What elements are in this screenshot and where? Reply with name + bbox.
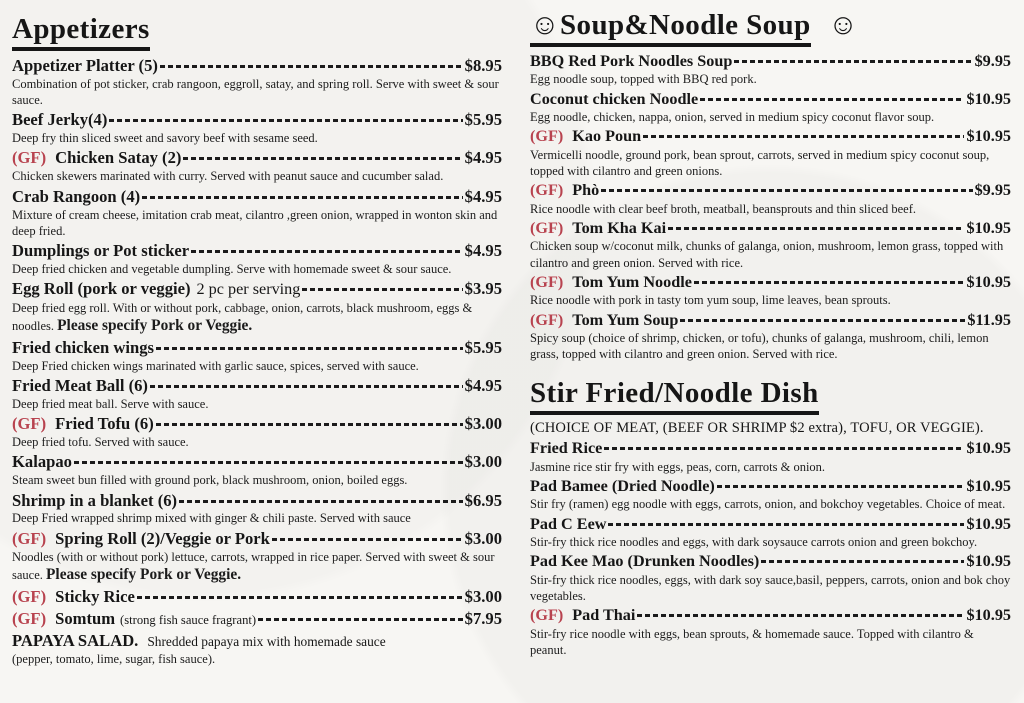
menu-item (12, 631, 502, 667)
item-name: Shrimp in a blanket (6) (12, 490, 178, 510)
menu-item (12, 414, 502, 450)
item-description: Rice noodle with clear beef broth, meatball, beansprouts and thin sliced beef. (530, 201, 916, 216)
dotted-leader (604, 447, 964, 450)
smiley-icon: ☺ (828, 9, 859, 41)
item-price: $10.95 (966, 552, 1011, 571)
menu-item-line (530, 219, 1011, 238)
menu-item-line (530, 606, 1011, 625)
gf-badge: (GF) (530, 218, 564, 237)
item-price: $4.95 (464, 148, 502, 168)
dotted-leader (150, 385, 463, 388)
menu-item (530, 90, 1011, 126)
menu-item (12, 110, 502, 146)
dotted-leader (717, 485, 965, 488)
stir-fried-section (530, 378, 1011, 658)
item-name: Fried Rice (530, 439, 603, 458)
item-specify-note: Please specify Pork or Veggie. (46, 565, 242, 583)
stir-fried-title-text: Stir Fried/Noodle Dish (530, 378, 819, 415)
menu-item (12, 148, 502, 184)
item-price: $4.95 (464, 186, 502, 206)
item-price: $10.95 (966, 218, 1011, 237)
item-description: Deep fried egg roll. With or without pork, cabbage, onion, carrots, black mushroom, eggs & noodles. Please specify Pork or Veggie. (12, 300, 473, 334)
item-price: $6.95 (464, 490, 502, 510)
item-price: $5.95 (464, 337, 502, 357)
item-price: $3.00 (464, 452, 502, 472)
gf-badge: (GF) (12, 414, 47, 434)
item-name: Pad Bamee (Dried Noodle) (530, 477, 715, 496)
menu-item-line (12, 187, 502, 207)
dotted-leader (191, 250, 463, 253)
gf-badge: (GF) (12, 586, 47, 606)
item-description: Stir-fry rice noodle with eggs, bean sprouts, & homemade sauce. Topped with cilantro & peanut. (530, 626, 974, 658)
item-name: Coconut chicken Noodle (530, 89, 699, 108)
item-description: Rice noodle with pork in tasty tom yum soup, lime leaves, bean sprouts. (530, 293, 891, 308)
menu-item (530, 181, 1011, 217)
menu-item (12, 529, 502, 585)
stir-fried-subtitle: (CHOICE OF MEAT, (BEEF OR SHRIMP $2 extra), TOFU, OR VEGGIE). (530, 420, 984, 437)
dotted-leader (601, 189, 972, 192)
item-name: Crab Rangoon (4) (12, 186, 141, 206)
item-name: Phò (572, 181, 600, 200)
item-name: Spring Roll (2)/Veggie or Pork (55, 528, 270, 548)
item-name: PAPAYA SALAD. (12, 630, 139, 650)
appetizers-list (12, 56, 502, 667)
item-description: Chicken skewers marinated with curry. Served with peanut sauce and cucumber salad. (12, 169, 444, 184)
item-description: Deep fried chicken and vegetable dumpling. Serve with homemade sweet & sour sauce. (12, 261, 452, 276)
item-price: $10.95 (966, 439, 1011, 458)
item-description: Deep Fried wrapped shrimp mixed with ginger & chili paste. Served with sauce (12, 511, 411, 526)
menu-item-line (12, 148, 502, 168)
item-price: $10.95 (966, 127, 1011, 146)
item-name: Tom Kha Kai (572, 218, 667, 237)
dotted-leader (761, 560, 964, 563)
soup-title-underlined (530, 10, 811, 47)
menu-item-line (12, 609, 502, 629)
item-price: $8.95 (464, 55, 502, 75)
appetizers-title-text: Appetizers (12, 14, 150, 51)
item-description: Noodles (with or without pork) lettuce, carrots, wrapped in rice paper. Served with sweet & sour sauce. Please specify Pork or Veggie. (12, 549, 495, 583)
menu-item-line (12, 279, 502, 299)
item-name: Pad Kee Mao (Drunken Noodles) (530, 552, 760, 571)
item-description: Egg noodle, chicken, nappa, onion, served in medium spicy coconut flavor soup. (530, 110, 935, 125)
dotted-leader (680, 319, 965, 322)
menu-item (12, 452, 502, 488)
menu-item (12, 187, 502, 239)
soup-noodle-soup-list (530, 52, 1011, 363)
menu-item-line (12, 376, 502, 396)
item-description: Chicken soup w/coconut milk, chunks of galanga, onion, mushroom, lemon grass, topped with cilantro and green onion. Served with rice. (530, 239, 1004, 270)
item-name: Pad C Eew (530, 514, 607, 533)
dotted-leader (258, 618, 463, 621)
menu-item (12, 241, 502, 277)
dotted-leader (608, 523, 964, 526)
menu-item (530, 311, 1011, 363)
menu-item (530, 273, 1011, 309)
menu-item (530, 552, 1011, 604)
gf-badge: (GF) (12, 148, 47, 168)
item-description: Combination of pot sticker, crab rangoon, eggroll, satay, and spring roll. Serve with sweet & sour sauce. (12, 76, 499, 108)
menu-item-line (530, 477, 1011, 496)
item-description: Vermicelli noodle, ground pork, bean sprout, carrots, served in medium spicy coconut soup, topped with cilantro and green onions. (530, 147, 990, 178)
menu-item-line (12, 452, 502, 472)
menu-item (530, 52, 1011, 88)
gf-badge: (GF) (530, 127, 564, 146)
dotted-leader (179, 500, 463, 503)
menu-item (12, 587, 502, 607)
item-description: Stir-fry thick rice noodles and eggs, with dark soysauce carrots onion and green bokchoy. (530, 535, 978, 550)
item-name: Dumplings or Pot sticker (12, 241, 190, 261)
item-specify-note: Please specify Pork or Veggie. (57, 316, 253, 334)
menu-item (12, 491, 502, 527)
menu-item (12, 609, 502, 629)
menu-item (530, 219, 1011, 271)
gf-badge: (GF) (530, 606, 564, 625)
gf-badge: (GF) (12, 608, 47, 628)
right-column (530, 10, 1011, 660)
item-note: 2 pc per serving (196, 280, 301, 299)
dotted-leader (160, 65, 463, 68)
dotted-leader (156, 423, 463, 426)
item-description: Steam sweet bun filled with ground pork, black mushroom, onion, boiled eggs. (12, 473, 408, 488)
menu-item (12, 279, 502, 336)
menu-item (530, 515, 1011, 551)
item-price: $10.95 (966, 606, 1011, 625)
item-price: $3.95 (464, 279, 502, 299)
item-price: $4.95 (464, 376, 502, 396)
dotted-leader (643, 135, 964, 138)
item-price: $9.95 (974, 51, 1011, 70)
menu-item-line (12, 110, 502, 130)
menu-item-line (12, 491, 502, 511)
menu-item (12, 56, 502, 108)
dotted-leader (700, 98, 964, 101)
menu-item-line (12, 529, 502, 549)
menu-item (530, 606, 1011, 658)
dotted-leader (272, 538, 463, 541)
item-price: $3.00 (464, 414, 502, 434)
dotted-leader (302, 288, 462, 291)
dotted-leader (109, 119, 462, 122)
menu-item-line (530, 439, 1011, 458)
gf-badge: (GF) (530, 272, 564, 291)
item-name: Pad Thai (572, 606, 636, 625)
dotted-leader (137, 596, 463, 599)
item-price: $9.95 (974, 181, 1011, 200)
dotted-leader (142, 196, 463, 199)
item-price: $3.00 (464, 528, 502, 548)
item-price: $10.95 (966, 477, 1011, 496)
menu-item-line (530, 273, 1011, 292)
menu-item-line (12, 56, 502, 76)
item-name: Beef Jerky(4) (12, 110, 108, 130)
menu-item-line (530, 552, 1011, 571)
item-description: Stir-fry thick rice noodles, eggs, with dark soy sauce,basil, peppers, carrots, onion and bok choy vegetables. (530, 572, 1011, 604)
item-description: Deep Fried chicken wings marinated with garlic sauce, spices, served with sauce. (12, 358, 419, 373)
dotted-leader (156, 347, 463, 350)
menu-item (530, 477, 1011, 513)
item-description: Jasmine rice stir fry with eggs, peas, corn, carrots & onion. (530, 459, 826, 474)
item-name: Kalapao (12, 452, 72, 472)
item-price: $3.00 (464, 586, 502, 606)
item-name: Somtum (55, 608, 116, 628)
item-name: Tom Yum Soup (572, 310, 679, 329)
menu-item-line (530, 181, 1011, 200)
item-note: (strong fish sauce fragrant) (120, 612, 257, 627)
menu-item-line (530, 127, 1011, 146)
menu-item (12, 376, 502, 412)
soup-noodle-soup-title (530, 10, 1011, 47)
stir-fried-title (530, 378, 1011, 415)
item-description: Deep fry thin sliced sweet and savory beef with sesame seed. (12, 131, 318, 146)
dotted-leader (668, 227, 964, 230)
item-note: Shredded papaya mix with homemade sauce (147, 633, 386, 649)
dotted-leader (637, 614, 964, 617)
item-price: $5.95 (464, 110, 502, 130)
gf-badge: (GF) (12, 528, 47, 548)
item-price: $10.95 (966, 89, 1011, 108)
item-price: $4.95 (464, 241, 502, 261)
dotted-leader (183, 157, 462, 160)
gf-badge: (GF) (530, 310, 564, 329)
menu-item-line (12, 587, 502, 607)
menu-item-line (530, 52, 1011, 71)
item-name: Appetizer Platter (5) (12, 55, 158, 75)
item-description: (pepper, tomato, lime, sugar, fish sauce). (12, 651, 216, 666)
item-name: Kao Poun (572, 127, 642, 146)
smiley-icon: ☺ (530, 9, 561, 41)
gf-badge: (GF) (530, 181, 564, 200)
item-description: Stir fry (ramen) egg noodle with eggs, carrots, onion, and bokchoy vegetables. Choice of meat. (530, 497, 1006, 512)
menu-item-line (12, 631, 502, 651)
dotted-leader (74, 461, 463, 464)
menu-item-line (530, 515, 1011, 534)
dotted-leader (734, 60, 972, 63)
item-price: $11.95 (967, 310, 1011, 329)
item-name: BBQ Red Pork Noodles Soup (530, 51, 733, 70)
appetizers-title (12, 14, 502, 51)
item-name: Tom Yum Noodle (572, 272, 692, 291)
menu-item (530, 439, 1011, 475)
item-name: Fried Tofu (6) (55, 414, 154, 434)
menu-item-line (12, 414, 502, 434)
item-name: Chicken Satay (2) (55, 148, 182, 168)
menu-item (12, 338, 502, 374)
menu-item (530, 127, 1011, 179)
item-description: Deep fried meat ball. Serve with sauce. (12, 396, 209, 411)
item-price: $10.95 (966, 272, 1011, 291)
item-description: Spicy soup (choice of shrimp, chicken, or tofu), chunks of galanga, mushroom, chili, lemon grass, topped with cilantro and green onion. Served with rice. (530, 330, 989, 362)
item-description: Mixture of cream cheese, imitation crab meat, cilantro ,green onion, wrapped in wonton skin and deep fried. (12, 207, 498, 238)
item-name: Fried chicken wings (12, 337, 154, 357)
menu-item-line (12, 241, 502, 261)
stir-fried-list (530, 439, 1011, 658)
menu-item-line (530, 311, 1011, 330)
item-name: Sticky Rice (55, 586, 135, 606)
menu-item-line (12, 338, 502, 358)
item-description: Deep fried tofu. Served with sauce. (12, 435, 189, 450)
item-description: Egg noodle soup, topped with BBQ red pork. (530, 72, 757, 87)
menu-item-line (530, 90, 1011, 109)
appetizers-section (12, 14, 502, 669)
dotted-leader (694, 281, 965, 284)
item-price: $10.95 (966, 514, 1011, 533)
item-price: $7.95 (464, 608, 502, 628)
item-name: Egg Roll (pork or veggie) (12, 279, 191, 299)
soup-title-text: Soup&Noodle Soup (560, 9, 811, 41)
item-name: Fried Meat Ball (6) (12, 376, 148, 396)
